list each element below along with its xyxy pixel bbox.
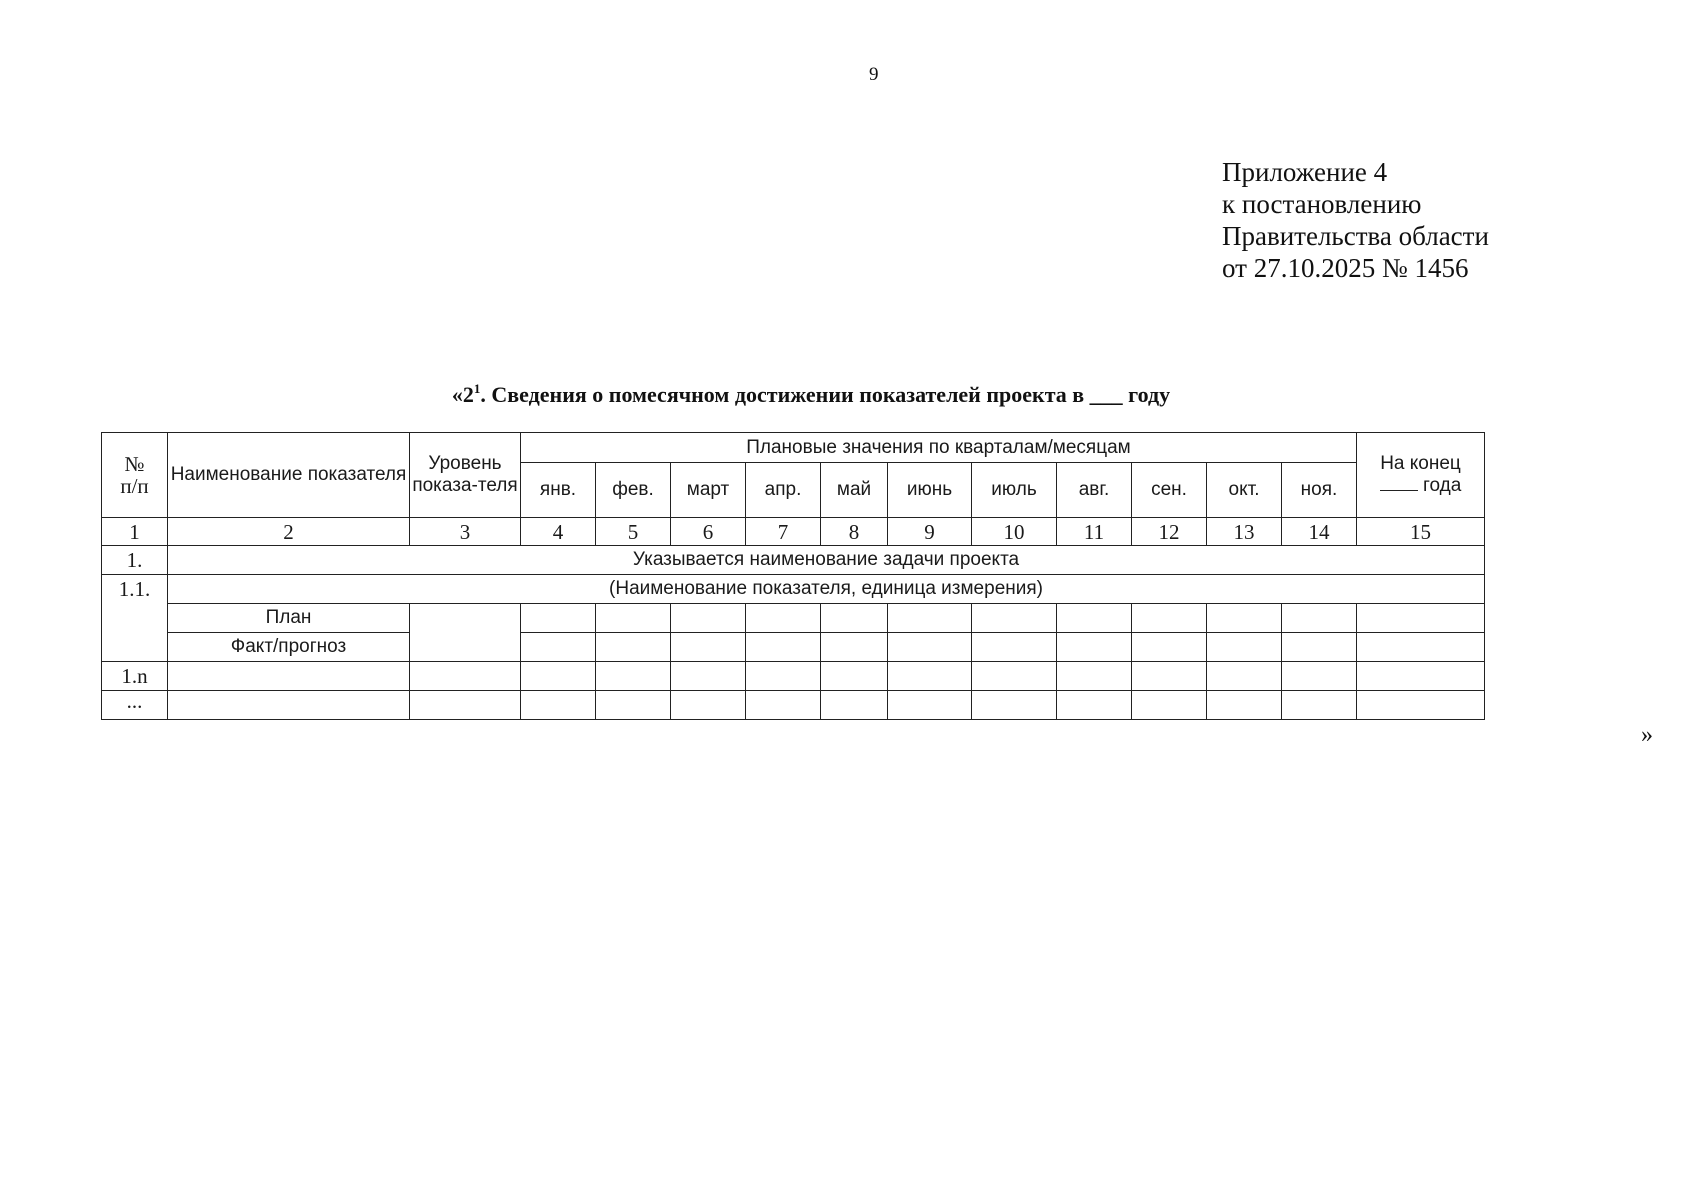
col-number-8: 8 xyxy=(821,518,888,546)
fact-label: Факт/прогноз xyxy=(168,633,410,662)
section-superscript: 1 xyxy=(473,381,481,396)
month-jun: июнь xyxy=(888,463,972,518)
fact-cell-10 xyxy=(972,633,1057,662)
fact-cell-9 xyxy=(888,633,972,662)
plan-cell-12 xyxy=(1132,604,1207,633)
n-row-cell-11 xyxy=(1057,662,1132,691)
col-number-3: 3 xyxy=(410,518,521,546)
indicator-row-num: 1.1. xyxy=(102,575,168,662)
ellipsis-row-cell-5 xyxy=(596,691,671,720)
ellipsis-row-cell-8 xyxy=(821,691,888,720)
month-mar: март xyxy=(671,463,746,518)
col-number-1: 1 xyxy=(102,518,168,546)
fact-cell-4 xyxy=(521,633,596,662)
plan-cell-14 xyxy=(1282,604,1357,633)
fact-cell-7 xyxy=(746,633,821,662)
month-oct: окт. xyxy=(1207,463,1282,518)
appendix-line-4: от 27.10.2025 № 1456 xyxy=(1222,253,1469,283)
plan-cell-5 xyxy=(596,604,671,633)
ellipsis-row-num: ... xyxy=(102,691,168,720)
plan-cell-4 xyxy=(521,604,596,633)
appendix-line-2: к постановлению xyxy=(1222,189,1422,219)
n-row-cell-12 xyxy=(1132,662,1207,691)
n-row-cell-8 xyxy=(821,662,888,691)
plan-fact-level-cell xyxy=(410,604,521,662)
n-row-cell-15 xyxy=(1357,662,1485,691)
col-number-7: 7 xyxy=(746,518,821,546)
section-title xyxy=(0,381,1622,408)
plan-label: План xyxy=(168,604,410,633)
ellipsis-row-cell-14 xyxy=(1282,691,1357,720)
header-end-line2 xyxy=(1357,475,1484,497)
appendix-block xyxy=(1222,156,1489,284)
ellipsis-row-cell-12 xyxy=(1132,691,1207,720)
month-jul: июль xyxy=(972,463,1057,518)
ellipsis-row-cell-9 xyxy=(888,691,972,720)
fact-cell-15 xyxy=(1357,633,1485,662)
col-number-12: 12 xyxy=(1132,518,1207,546)
page-number: 9 xyxy=(869,64,879,85)
month-apr: апр. xyxy=(746,463,821,518)
header-end-year-word: года xyxy=(1422,475,1462,496)
task-row-num: 1. xyxy=(102,546,168,575)
month-may: май xyxy=(821,463,888,518)
n-row-cell-4 xyxy=(521,662,596,691)
ellipsis-row-cell-15 xyxy=(1357,691,1485,720)
header-plan-group: Плановые значения по кварталам/месяцам xyxy=(521,433,1357,463)
month-sep: сен. xyxy=(1132,463,1207,518)
ellipsis-row-cell-6 xyxy=(671,691,746,720)
fact-cell-12 xyxy=(1132,633,1207,662)
n-row-num: 1.n xyxy=(102,662,168,691)
plan-cell-9 xyxy=(888,604,972,633)
fact-cell-14 xyxy=(1282,633,1357,662)
col-number-11: 11 xyxy=(1057,518,1132,546)
month-nov: ноя. xyxy=(1282,463,1357,518)
header-level: Уровень показа-теля xyxy=(410,433,521,518)
month-jan: янв. xyxy=(521,463,596,518)
year-blank-line xyxy=(1380,476,1418,491)
col-number-10: 10 xyxy=(972,518,1057,546)
ellipsis-row-cell-11 xyxy=(1057,691,1132,720)
col-number-14: 14 xyxy=(1282,518,1357,546)
ellipsis-row-cell-13 xyxy=(1207,691,1282,720)
plan-cell-13 xyxy=(1207,604,1282,633)
month-feb: фев. xyxy=(596,463,671,518)
n-row-cell-2 xyxy=(168,662,410,691)
plan-cell-10 xyxy=(972,604,1057,633)
ellipsis-row-cell-3 xyxy=(410,691,521,720)
section-title-text: . Сведения о помесячном достижении показателей проекта в ___ году xyxy=(480,382,1171,407)
ellipsis-row-cell-4 xyxy=(521,691,596,720)
plan-cell-8 xyxy=(821,604,888,633)
plan-cell-15 xyxy=(1357,604,1485,633)
n-row-cell-9 xyxy=(888,662,972,691)
col-number-5: 5 xyxy=(596,518,671,546)
col-number-2: 2 xyxy=(168,518,410,546)
n-row-cell-10 xyxy=(972,662,1057,691)
plan-cell-7 xyxy=(746,604,821,633)
fact-cell-11 xyxy=(1057,633,1132,662)
col-number-9: 9 xyxy=(888,518,972,546)
n-row-cell-13 xyxy=(1207,662,1282,691)
indicators-table xyxy=(101,432,1485,720)
ellipsis-row-cell-2 xyxy=(168,691,410,720)
ellipsis-row-cell-7 xyxy=(746,691,821,720)
month-aug: авг. xyxy=(1057,463,1132,518)
fact-cell-13 xyxy=(1207,633,1282,662)
plan-cell-6 xyxy=(671,604,746,633)
col-number-13: 13 xyxy=(1207,518,1282,546)
appendix-line-3: Правительства области xyxy=(1222,221,1489,251)
col-number-15: 15 xyxy=(1357,518,1485,546)
ellipsis-row-cell-10 xyxy=(972,691,1057,720)
n-row-cell-6 xyxy=(671,662,746,691)
header-end-line1: На конец xyxy=(1380,453,1461,474)
closing-quote: » xyxy=(1641,722,1653,748)
col-number-6: 6 xyxy=(671,518,746,546)
appendix-line-1: Приложение 4 xyxy=(1222,157,1388,187)
section-number: «2 xyxy=(451,382,474,407)
header-num xyxy=(102,433,168,518)
n-row-cell-3 xyxy=(410,662,521,691)
plan-cell-11 xyxy=(1057,604,1132,633)
n-row-cell-14 xyxy=(1282,662,1357,691)
col-number-4: 4 xyxy=(521,518,596,546)
header-num-line2: п/п xyxy=(120,474,149,498)
fact-cell-6 xyxy=(671,633,746,662)
indicator-row-text: (Наименование показателя, единица измерения) xyxy=(168,575,1485,604)
n-row-cell-5 xyxy=(596,662,671,691)
fact-cell-5 xyxy=(596,633,671,662)
n-row-cell-7 xyxy=(746,662,821,691)
header-num-line1: № xyxy=(124,452,145,476)
header-name: Наименование показателя xyxy=(168,433,410,518)
task-row-text: Указывается наименование задачи проекта xyxy=(168,546,1485,575)
header-end-of-year xyxy=(1357,433,1485,518)
fact-cell-8 xyxy=(821,633,888,662)
